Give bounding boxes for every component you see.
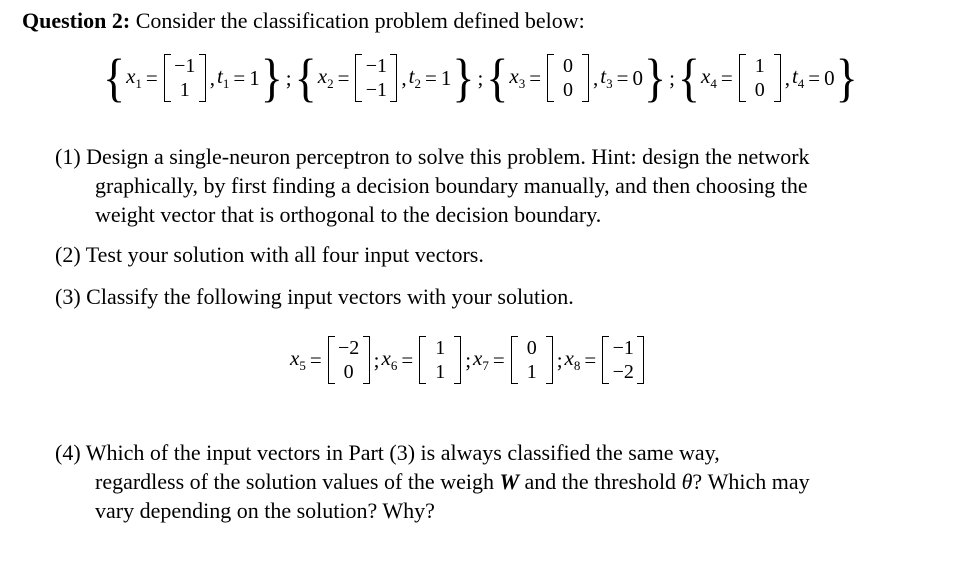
matrix-cell: −2 [338, 337, 360, 359]
test-input-vector [602, 336, 644, 384]
training-set-equation [102, 48, 859, 107]
equals-sign: = [401, 347, 414, 372]
matrix-cell: −1 [365, 55, 388, 77]
equals-sign: = [425, 65, 437, 90]
semicolon: ; [669, 65, 675, 90]
equals-sign: = [720, 65, 733, 90]
test-input-vector [511, 336, 553, 384]
input-vector [164, 54, 206, 102]
target-symbol-subscript: 1 [222, 76, 230, 91]
part-3: (3) Classify the following input vectors with your solution. [55, 284, 574, 309]
left-bracket [739, 54, 746, 102]
matrix-cells [171, 54, 199, 102]
target-symbol: $t_3$ [600, 64, 613, 91]
matrix-cell: −2 [612, 361, 634, 383]
target-symbol: $t_2$ [408, 64, 421, 91]
part-4-text-c: ? Which may [692, 469, 810, 494]
matrix-cell: 0 [563, 79, 574, 101]
part-4-line-1: (4) Which of the input vectors in Part (3) is always classified the same way, [55, 440, 720, 465]
test-input-vector [328, 336, 370, 384]
matrix-cell: −1 [174, 55, 196, 77]
input-symbol: $x_4$ [701, 64, 717, 91]
target-value: 1 [440, 65, 452, 90]
matrix-cell: 0 [343, 361, 354, 383]
part-1 [55, 142, 810, 229]
semicolon: ; [373, 347, 380, 372]
right-bracket [199, 54, 206, 102]
equals-sign: = [492, 347, 505, 372]
input-symbol: $x_1$ [126, 64, 142, 91]
left-bracket [602, 336, 609, 384]
question-title [22, 8, 585, 34]
threshold-symbol: θ [681, 469, 693, 494]
part-4-text-b: and the threshold [519, 469, 682, 494]
right-bracket [546, 336, 553, 384]
test-input-symbol-subscript: 5 [299, 358, 306, 373]
test-input-symbol: $x_8$ [564, 346, 581, 373]
part-1-line-2: graphically, by first finding a decision boundary manually, and then choosing the [95, 173, 808, 198]
matrix-cell: 0 [526, 337, 537, 359]
test-input-symbol-subscript: 6 [390, 358, 398, 373]
part-4 [55, 438, 810, 525]
semicolon: ; [285, 65, 292, 90]
comma: , [593, 65, 599, 90]
matrix-cells [518, 336, 546, 384]
equals-sign: = [337, 65, 350, 90]
input-vector [739, 54, 781, 102]
right-bracket [582, 54, 589, 102]
matrix-cell: 1 [435, 337, 446, 359]
semicolon: ; [556, 347, 563, 372]
left-bracket [419, 336, 426, 384]
left-bracket [355, 54, 362, 102]
matrix-cells [554, 54, 582, 102]
right-bracket [454, 336, 461, 384]
target-value: 1 [249, 65, 260, 90]
input-vector [547, 54, 589, 102]
right-bracket [637, 336, 644, 384]
part-4-text-a: regardless of the solution values of the weigh [95, 469, 500, 494]
question-text: Consider the classification problem defined below: [130, 8, 585, 33]
right-brace: } [260, 48, 283, 107]
semicolon: ; [465, 347, 472, 372]
left-brace: { [677, 48, 701, 107]
comma: , [784, 65, 790, 90]
part-1-line-3: weight vector that is orthogonal to the decision boundary. [95, 202, 602, 227]
left-brace: { [103, 48, 126, 107]
matrix-cell: 1 [526, 361, 537, 383]
right-brace: } [452, 48, 475, 107]
input-symbol-subscript: 4 [710, 76, 717, 91]
part-4-line-3: vary depending on the solution? Why? [95, 498, 435, 523]
equals-sign: = [616, 65, 629, 90]
matrix-cell: −1 [365, 79, 388, 101]
input-symbol: $x_3$ [509, 64, 526, 91]
target-value: 0 [824, 65, 835, 90]
equals-sign: = [145, 65, 158, 90]
comma: , [209, 65, 216, 90]
matrix-cells [426, 336, 454, 384]
equals-sign: = [808, 65, 821, 90]
target-symbol: $t_1$ [217, 64, 230, 91]
target-symbol-subscript: 2 [414, 76, 421, 91]
weight-symbol: W [499, 469, 520, 494]
left-bracket [547, 54, 554, 102]
left-bracket [511, 336, 518, 384]
matrix-cells [746, 54, 774, 102]
left-brace: { [486, 48, 509, 107]
matrix-cells [362, 54, 390, 102]
input-symbol-subscript: 3 [518, 76, 526, 91]
target-symbol-subscript: 3 [606, 76, 613, 91]
part-4-line-2 [55, 467, 810, 496]
test-input-symbol-subscript: 8 [573, 358, 581, 373]
left-bracket [328, 336, 335, 384]
test-input-symbol: $x_6$ [381, 346, 398, 373]
input-symbol: $x_2$ [317, 64, 334, 91]
part-1-line-1: (1) Design a single-neuron perceptron to solve this problem. Hint: design the network [55, 144, 810, 169]
right-bracket [390, 54, 397, 102]
right-brace: } [643, 48, 667, 107]
test-input-symbol: $x_7$ [473, 346, 489, 373]
question-label: Question 2: [22, 8, 131, 33]
test-input-symbol-subscript: 7 [482, 358, 489, 373]
test-input-vector [419, 336, 461, 384]
matrix-cells [335, 336, 363, 384]
part-2: (2) Test your solution with all four input vectors. [55, 242, 484, 267]
matrix-cell: 0 [563, 55, 574, 77]
target-symbol-subscript: 4 [797, 76, 805, 91]
matrix-cell: 1 [435, 361, 446, 383]
equals-sign: = [309, 347, 322, 372]
equals-sign: = [233, 65, 246, 90]
right-bracket [774, 54, 781, 102]
semicolon: ; [477, 65, 484, 90]
input-symbol-subscript: 1 [135, 76, 142, 91]
target-symbol: $t_4$ [791, 64, 805, 91]
equals-sign: = [529, 65, 542, 90]
matrix-cells [609, 336, 637, 384]
right-brace: } [835, 48, 858, 107]
right-bracket [363, 336, 370, 384]
matrix-cell: 1 [754, 55, 765, 77]
matrix-cell: −1 [612, 337, 634, 359]
matrix-cell: 0 [754, 79, 765, 101]
test-input-symbol: $x_5$ [290, 346, 306, 373]
input-vector [355, 54, 397, 102]
test-set-equation [290, 336, 646, 384]
comma: , [401, 65, 407, 90]
matrix-cell: 1 [179, 79, 190, 101]
target-value: 0 [632, 65, 643, 90]
left-brace: { [294, 48, 317, 107]
input-symbol-subscript: 2 [327, 76, 334, 91]
equals-sign: = [584, 347, 597, 372]
left-bracket [164, 54, 171, 102]
